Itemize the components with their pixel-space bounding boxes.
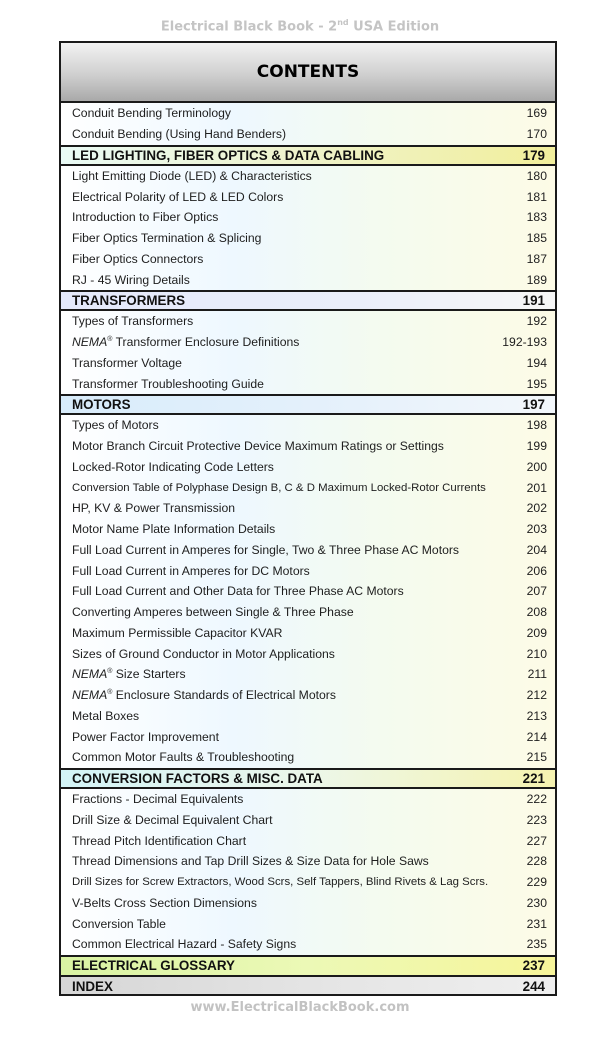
toc-entry-label: NEMA® Enclosure Standards of Electrical Motors xyxy=(72,688,336,703)
toc-entry-page: 181 xyxy=(526,189,547,204)
toc-entry-label: Drill Size & Decimal Equivalent Chart xyxy=(72,812,273,827)
toc-entry[interactable] xyxy=(61,373,555,394)
toc-entry-page: 187 xyxy=(526,251,547,266)
toc-entry-page: 235 xyxy=(526,937,547,952)
toc-entry-label: Conduit Bending Terminology xyxy=(72,106,231,121)
toc-entry[interactable] xyxy=(61,519,555,540)
toc-entry[interactable] xyxy=(61,602,555,623)
toc-entry[interactable] xyxy=(61,560,555,581)
toc-entry-page: 198 xyxy=(526,418,547,433)
toc-entry-label: Fractions - Decimal Equivalents xyxy=(72,792,244,807)
section-title: CONVERSION FACTORS & MISC. DATA xyxy=(72,770,323,786)
toc-entry[interactable] xyxy=(61,747,555,768)
section-page: 237 xyxy=(522,958,545,974)
book-edition-header xyxy=(0,18,600,34)
toc-entry[interactable] xyxy=(61,893,555,914)
toc-entry-page: 195 xyxy=(526,376,547,391)
toc-entry[interactable] xyxy=(61,789,555,810)
header-title-pre: Electrical Black Book - 2 xyxy=(160,19,338,35)
section-header[interactable] xyxy=(61,394,555,415)
toc-entry[interactable] xyxy=(61,249,555,270)
contents-box xyxy=(59,41,557,996)
toc-entry-label: Common Motor Faults & Troubleshooting xyxy=(72,750,295,765)
toc-entry-page: 199 xyxy=(526,439,547,454)
toc-entry[interactable] xyxy=(61,623,555,644)
section-title: MOTORS xyxy=(72,397,131,412)
toc-entry-label: Thread Pitch Identification Chart xyxy=(72,833,247,848)
toc-entry[interactable] xyxy=(61,166,555,187)
toc-entry-label: Types of Transformers xyxy=(72,314,194,329)
toc-entry[interactable] xyxy=(61,498,555,519)
section-header[interactable] xyxy=(61,768,555,789)
toc-entry-page: 194 xyxy=(526,355,547,370)
toc-entry-label: Motor Name Plate Information Details xyxy=(72,522,276,537)
toc-entry-page: 229 xyxy=(526,875,547,890)
toc-entry[interactable] xyxy=(61,415,555,436)
toc-entry[interactable] xyxy=(61,830,555,851)
nema-mark: NEMA® xyxy=(72,335,113,350)
toc-entry[interactable] xyxy=(61,353,555,374)
toc-entry-label: Fiber Optics Connectors xyxy=(72,251,204,266)
toc-entry-page: 204 xyxy=(526,542,547,557)
toc-entry-label: Full Load Current in Amperes for Single, Two & Three Phase AC Motors xyxy=(72,542,460,557)
toc-entry[interactable] xyxy=(61,207,555,228)
toc-entry-label: RJ - 45 Wiring Details xyxy=(72,272,190,287)
toc-entry-page: 206 xyxy=(526,563,547,578)
toc-entry-page: 200 xyxy=(526,459,547,474)
toc-entry[interactable] xyxy=(61,457,555,478)
toc-entry[interactable] xyxy=(61,851,555,872)
section-title: TRANSFORMERS xyxy=(72,293,186,308)
toc-entry-label: Locked-Rotor Indicating Code Letters xyxy=(72,459,274,474)
toc-entry-label: Light Emitting Diode (LED) & Characteristics xyxy=(72,168,312,183)
toc-entry-label: NEMA® Transformer Enclosure Definitions xyxy=(72,335,300,350)
toc-entry-page: 227 xyxy=(526,833,547,848)
toc-entry[interactable] xyxy=(61,934,555,955)
section-header[interactable] xyxy=(61,955,555,976)
toc-entry-label: Power Factor Improvement xyxy=(72,729,219,744)
toc-entry[interactable] xyxy=(61,124,555,145)
toc-entry-page: 222 xyxy=(526,792,547,807)
toc-entry-page: 231 xyxy=(526,916,547,931)
toc-entry-label: Drill Sizes for Screw Extractors, Wood Scrs, Self Tappers, Blind Rivets & Lag Scrs. xyxy=(72,876,489,889)
toc-entry-page: 169 xyxy=(526,106,547,121)
toc-entry-page: 228 xyxy=(526,854,547,869)
toc-entry[interactable] xyxy=(61,332,555,353)
section-page: 221 xyxy=(522,770,545,786)
section-header[interactable] xyxy=(61,976,555,996)
toc-entry-page: 213 xyxy=(526,708,547,723)
toc-entry[interactable] xyxy=(61,436,555,457)
toc-entry-page: 214 xyxy=(526,729,547,744)
section-title: ELECTRICAL GLOSSARY xyxy=(72,958,235,974)
toc-entry[interactable] xyxy=(61,706,555,727)
section-page: 197 xyxy=(522,397,545,412)
toc-entry[interactable] xyxy=(61,643,555,664)
section-title: LED LIGHTING, FIBER OPTICS & DATA CABLING xyxy=(72,147,385,163)
toc-entry[interactable] xyxy=(61,685,555,706)
toc-entry[interactable] xyxy=(61,186,555,207)
toc-entry-label: Thread Dimensions and Tap Drill Sizes & Size Data for Hole Saws xyxy=(72,854,429,869)
toc-entry[interactable] xyxy=(61,581,555,602)
toc-entry-label: Converting Amperes between Single & Three Phase xyxy=(72,605,354,620)
toc-entry[interactable] xyxy=(61,311,555,332)
toc-entry[interactable] xyxy=(61,103,555,124)
toc-entry-label: V-Belts Cross Section Dimensions xyxy=(72,895,257,910)
toc-entry-page: 215 xyxy=(526,750,547,765)
toc-entry[interactable] xyxy=(61,664,555,685)
toc-entry-label: Introduction to Fiber Optics xyxy=(72,210,219,225)
website-footer: www.ElectricalBlackBook.com xyxy=(190,1000,410,1015)
toc-entry-page: 203 xyxy=(526,522,547,537)
toc-entry-page: 210 xyxy=(526,646,547,661)
header-title-post: USA Edition xyxy=(348,19,440,35)
toc-entry-label: Conduit Bending (Using Hand Benders) xyxy=(72,127,287,142)
toc-entry-page: 208 xyxy=(526,605,547,620)
section-title: INDEX xyxy=(72,979,113,995)
toc-entry[interactable] xyxy=(61,810,555,831)
section-header[interactable] xyxy=(61,145,555,166)
toc-entry-label: Sizes of Ground Conductor in Motor Applications xyxy=(72,646,335,661)
section-header[interactable] xyxy=(61,290,555,311)
toc-entry-page: 192 xyxy=(526,314,547,329)
toc-entry-label: Types of Motors xyxy=(72,418,159,433)
toc-entry-label: Transformer Troubleshooting Guide xyxy=(72,376,264,391)
toc-entry-label: NEMA® Size Starters xyxy=(72,667,186,682)
toc-entry-label: Full Load Current in Amperes for DC Motors xyxy=(72,563,310,578)
toc-entry-label: Full Load Current and Other Data for Three Phase AC Motors xyxy=(72,584,404,599)
nema-mark: NEMA® xyxy=(72,688,113,703)
toc-entry-page: 211 xyxy=(527,667,547,682)
section-page: 244 xyxy=(522,979,545,995)
toc-entry-page: 207 xyxy=(526,584,547,599)
nema-mark: NEMA® xyxy=(72,667,113,682)
toc-entry-page: 212 xyxy=(526,688,547,703)
header-title-sup: nd xyxy=(337,18,349,27)
toc-entry-label: Common Electrical Hazard - Safety Signs xyxy=(72,937,297,952)
toc-entry[interactable] xyxy=(61,913,555,934)
contents-title: CONTENTS xyxy=(61,43,555,103)
toc-entry-page: 230 xyxy=(526,895,547,910)
toc-entry-label: Fiber Optics Termination & Splicing xyxy=(72,231,262,246)
toc-entry-label: Maximum Permissible Capacitor KVAR xyxy=(72,625,283,640)
toc-entry-page: 170 xyxy=(526,127,547,142)
toc-entry[interactable] xyxy=(61,228,555,249)
toc-entry-label: Metal Boxes xyxy=(72,708,140,723)
contents-rows xyxy=(61,103,555,996)
section-page: 191 xyxy=(522,293,545,308)
toc-entry[interactable] xyxy=(61,269,555,290)
toc-entry-page: 192-193 xyxy=(502,335,547,350)
toc-entry-label: HP, KV & Power Transmission xyxy=(72,501,236,516)
toc-entry[interactable] xyxy=(61,477,555,498)
toc-entry-label: Motor Branch Circuit Protective Device Maximum Ratings or Settings xyxy=(72,439,444,454)
toc-entry-page: 183 xyxy=(526,210,547,225)
toc-entry-label: Conversion Table of Polyphase Design B, C & D Maximum Locked-Rotor Currents xyxy=(72,481,486,494)
toc-entry-page: 202 xyxy=(526,501,547,516)
toc-entry-page: 185 xyxy=(526,231,547,246)
toc-entry[interactable] xyxy=(61,540,555,561)
toc-entry[interactable] xyxy=(61,726,555,747)
toc-entry-label: Conversion Table xyxy=(72,916,166,931)
toc-entry-label: Transformer Voltage xyxy=(72,355,182,370)
toc-entry-page: 223 xyxy=(526,812,547,827)
toc-entry[interactable] xyxy=(61,872,555,893)
toc-entry-label: Electrical Polarity of LED & LED Colors xyxy=(72,189,284,204)
section-page: 179 xyxy=(522,147,545,163)
toc-entry-page: 180 xyxy=(526,168,547,183)
toc-entry-page: 209 xyxy=(526,625,547,640)
toc-entry-page: 189 xyxy=(526,272,547,287)
toc-entry-page: 201 xyxy=(526,480,547,495)
